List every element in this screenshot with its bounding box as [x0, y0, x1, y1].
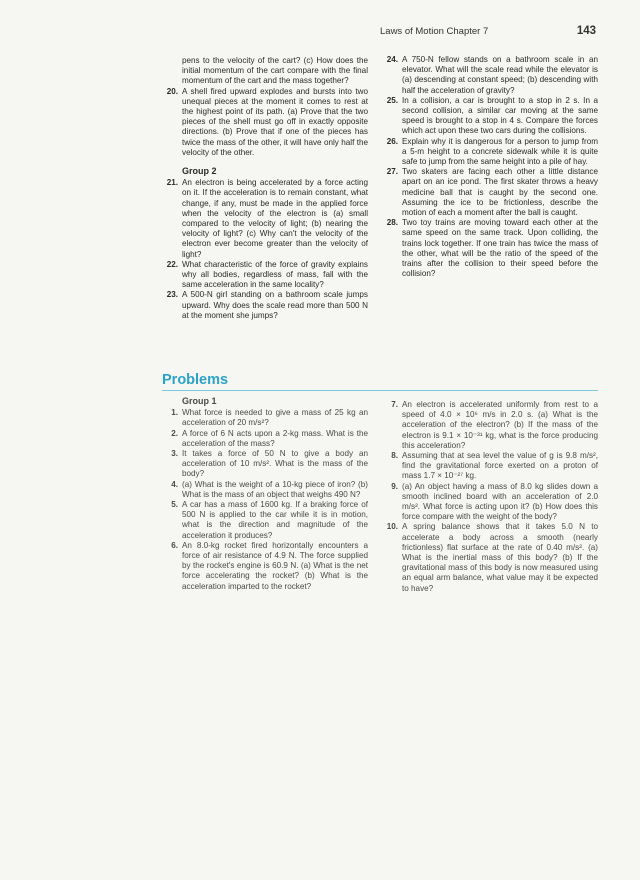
problem-number: 7.: [391, 400, 398, 409]
problem-number: 5.: [171, 500, 178, 510]
question-text: In a collision, a car is brought to a stop in 2 s. In a second collision, a similar car moving at the same speed is brought to a stop in 4 s. Compare the forces which act upon these two cars during the collisions.: [402, 95, 598, 136]
question-number: 27.: [386, 167, 398, 177]
question-item: [382, 137, 598, 168]
question-item: [162, 260, 368, 291]
section-divider: [162, 390, 598, 391]
problem-number: 2.: [171, 428, 178, 438]
question-text: Two skaters are facing each other a little distance apart on an ice pond. The first skater throws a heavy medicine ball that is caught by the second one. Assuming the ice to be frictionless, describe the motion of each a moment after the ball is caught.: [402, 167, 598, 218]
questions-right-column: [382, 55, 598, 279]
problem-number: 3.: [171, 449, 178, 459]
problems-heading: Problems: [162, 372, 229, 388]
questions-left-column: [162, 56, 368, 321]
problem-number: 9.: [391, 481, 398, 491]
question-text: Two toy trains are moving toward each other at the same speed on the same track. Upon colliding, the trains lock together. If one train has twice the mass of the other, what will be the ratio of the speed of the trains after the collision to their speed before the collision?: [402, 218, 598, 279]
problem-number: 10.: [386, 522, 398, 532]
problem-text: A spring balance shows that it takes 5.0 N to accelerate a body across a smooth (nearly frictionless) flat surface at the rate of 0.40 m/s². (a) What is the inertial mass of this body? (b) If the gravitational mass of this body is now measured using an equal arm balance, what value may it be expected to have?: [402, 522, 598, 593]
question-text: A 500-N girl standing on a bathroom scale jumps upward. Why does the scale read more than 500 N at the moment she jumps?: [182, 290, 368, 320]
group-heading: Group 2: [182, 166, 217, 177]
problem-number: 4.: [171, 479, 178, 489]
problem-item: [382, 522, 598, 593]
question-number: 21.: [166, 178, 178, 188]
problem-text: A car has a mass of 1600 kg. If a braking force of 500 N is applied to the car while it is in motion, what is the direction and magnitude of the acceleration it produces?: [182, 500, 368, 540]
question-item: [382, 218, 598, 279]
question-text: A shell fired upward explodes and bursts into two unequal pieces at the moment it comes to rest at the highest point of its path. (a) Prove that the two pieces of the shell must go off in exactly opposite directions. (b) Prove that if one of the pieces has twice the mass of the other, it will have only half the velocity of the other.: [182, 86, 368, 157]
problem-text: An electron is accelerated uniformly from rest to a speed of 4.0 × 10⁶ m/s in 2.0 s. (a) What is the acceleration of the electron? (b) If the mass of the electron is 9.1 × 10⁻³¹ kg, what is the force producing this acceleration?: [402, 400, 598, 450]
problems-right-column: [382, 400, 598, 594]
problem-text: What force is needed to give a mass of 25 kg an acceleration of 20 m/s²?: [182, 408, 368, 428]
question-item: [162, 290, 368, 321]
problem-item: [162, 541, 368, 592]
question-number: 24.: [386, 55, 398, 64]
problem-text: Assuming that at sea level the value of g is 9.8 m/s², find the gravitational force exerted on a proton of mass 1.7 × 10⁻²⁷ kg.: [402, 451, 598, 481]
problem-number: 6.: [171, 540, 178, 550]
problem-item: [382, 400, 598, 451]
question-text: What characteristic of the force of gravity explains why all bodies, regardless of mass, fall with the same acceleration in the same locality?: [182, 259, 368, 290]
problem-item: [162, 408, 368, 428]
question-item: [382, 167, 598, 218]
question-item: [382, 55, 598, 96]
question-number: 25.: [386, 95, 398, 105]
question-number: 23.: [166, 290, 178, 300]
problem-text: A force of 6 N acts upon a 2-kg mass. What is the acceleration of the mass?: [182, 428, 368, 448]
problem-item: [162, 500, 368, 541]
running-head: [380, 25, 596, 37]
question-number: 28.: [386, 218, 398, 228]
problem-text: An 8.0-kg rocket fired horizontally encounters a force of air resistance of 4.9 N. The force supplied by the rocket's engine is 60.9 N. (a) What is the net force accelerating the rocket? (b) What is the acceleration imparted to the rocket?: [182, 540, 368, 591]
question-text: An electron is being accelerated by a force acting on it. If the acceleration is to remain constant, what change, if any, must be made in the applied force when the velocity of the electron is (a) small compared to the velocity of light; (b) nearing the velocity of light? (c) Why can't the velocity of the electron ever become greater than the velocity of light?: [182, 178, 368, 259]
chapter-title: Laws of Motion Chapter 7: [380, 26, 489, 37]
problems-left-column: [162, 396, 368, 592]
problem-item: [162, 429, 368, 449]
problem-text: (a) What is the weight of a 10-kg piece of iron? (b) What is the mass of an object that weighs 490 N?: [182, 479, 368, 499]
question-item: [162, 178, 368, 260]
problem-text: It takes a force of 50 N to give a body an acceleration of 10 m/s². What is the mass of the body?: [182, 449, 368, 479]
problem-item: [162, 480, 368, 500]
problem-number: 1.: [171, 408, 178, 418]
problem-number: 8.: [391, 451, 398, 461]
question-continuation: pens to the velocity of the cart? (c) How does the initial momentum of the cart compare with the final momentum of the cart and the mass together?: [182, 56, 368, 86]
question-text: A 750-N fellow stands on a bathroom scale in an elevator. What will the scale read while the elevator is (a) descending at constant speed; (b) descending with half the acceleration of gravity?: [402, 55, 598, 95]
question-number: 20.: [166, 86, 178, 96]
question-item: [162, 87, 368, 158]
problem-text: (a) An object having a mass of 8.0 kg slides down a smooth inclined board with an acceleration of 2.0 m/s². What force is acting upon it? (b) How does this force compare with the weight of the body?: [402, 481, 598, 522]
problem-item: [382, 482, 598, 523]
problem-item: [382, 451, 598, 482]
question-number: 26.: [386, 136, 398, 146]
question-text: Explain why it is dangerous for a person to jump from a 5-m height to a concrete sidewalk while it is quite safe to jump from the same height into a pile of hay.: [402, 136, 598, 167]
group-heading: Group 1: [182, 396, 217, 406]
question-number: 22.: [166, 259, 178, 269]
question-item: [382, 96, 598, 137]
page-number: 143: [576, 25, 596, 37]
problem-item: [162, 449, 368, 480]
